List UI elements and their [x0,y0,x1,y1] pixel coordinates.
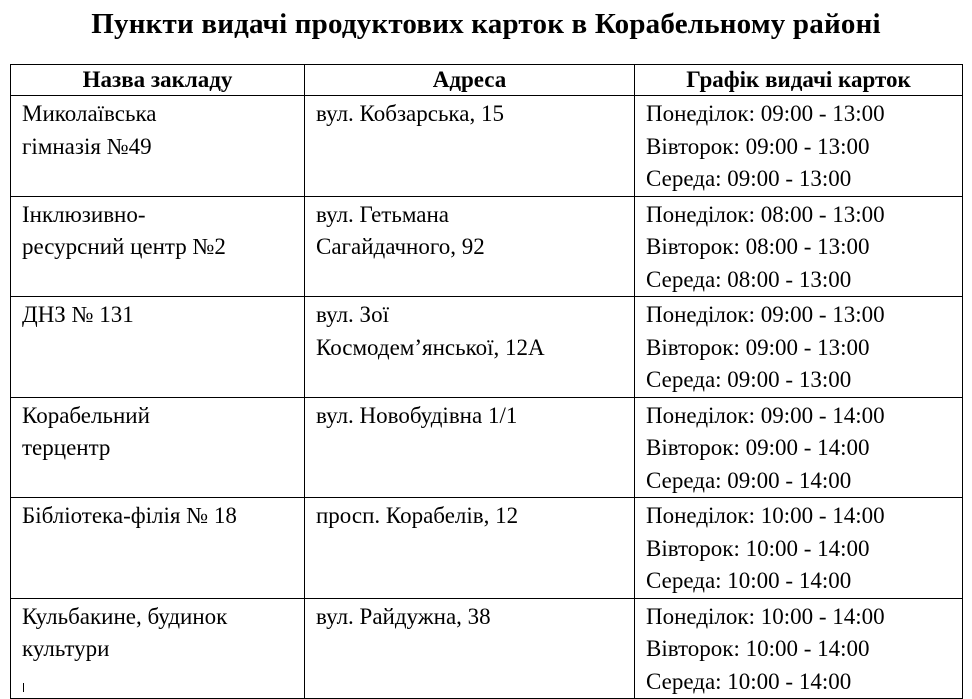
schedule-line: Понеділок: 10:00 - 14:00 [646,603,885,629]
schedule-line: Понеділок: 08:00 - 13:00 [646,201,885,227]
cell-name [11,297,305,398]
cell-address [305,397,635,498]
name-line: Миколаївська [22,101,157,126]
distribution-points-table [10,64,963,699]
address-line: вул. Новобудівна 1/1 [316,402,518,428]
schedule-line: Понеділок: 10:00 - 14:00 [646,503,885,528]
schedule-line: Вівторок: 09:00 - 14:00 [646,435,870,460]
address-line: Космодем’янської, 12А [316,334,545,360]
address-line: вул. Зої [316,302,389,327]
schedule-line: Середа: 09:00 - 14:00 [646,467,852,493]
schedule-line: Середа: 08:00 - 13:00 [646,266,852,292]
cell-name [11,196,305,297]
address-line: вул. Кобзарська, 15 [316,101,504,126]
name-line: культури [22,636,110,661]
address-line: просп. Корабелів, 12 [316,503,519,528]
schedule-line: Понеділок: 09:00 - 13:00 [646,101,885,126]
cell-address [305,498,635,599]
text-cursor-mark [23,683,24,692]
page-title: Пункти видачі продуктових карток в Корабельному районі [91,8,881,40]
table-row [11,498,963,599]
schedule-line: Понеділок: 09:00 - 14:00 [646,402,885,428]
schedule-line: Середа: 10:00 - 14:00 [646,668,852,694]
name-line: терцентр [22,435,111,460]
table-row [11,196,963,297]
cell-address [305,96,635,197]
cell-schedule [635,498,963,599]
address-line: вул. Райдужна, 38 [316,603,491,629]
header-schedule: Графік видачі карток [635,65,963,96]
address-line: вул. Гетьмана [316,201,449,227]
address-line: Сагайдачного, 92 [316,234,485,259]
name-line: Бібліотека-філія № 18 [22,503,237,528]
name-line: ресурсний центр №2 [22,234,226,259]
table-row [11,397,963,498]
name-line: Інклюзивно- [22,201,146,227]
cell-name [11,498,305,599]
cell-schedule [635,598,963,699]
schedule-line: Середа: 10:00 - 14:00 [646,568,852,593]
schedule-line: Вівторок: 10:00 - 14:00 [646,636,870,661]
schedule-line: Вівторок: 10:00 - 14:00 [646,535,870,561]
cell-schedule [635,196,963,297]
header-name: Назва закладу [11,65,305,96]
cell-address [305,196,635,297]
schedule-line: Середа: 09:00 - 13:00 [646,166,852,191]
schedule-line: Понеділок: 09:00 - 13:00 [646,302,885,327]
cell-schedule [635,397,963,498]
cell-name [11,96,305,197]
schedule-line: Вівторок: 08:00 - 13:00 [646,234,870,259]
cell-name [11,397,305,498]
name-line: Кульбакине, будинок [22,603,228,629]
cell-schedule [635,297,963,398]
name-line: Корабельний [22,402,150,428]
cell-schedule [635,96,963,197]
table-row [11,598,963,699]
name-line: ДНЗ № 131 [22,302,134,327]
table-header-row [11,65,963,96]
table-row [11,96,963,197]
header-address: Адреса [305,65,635,96]
cell-address [305,598,635,699]
cell-address [305,297,635,398]
schedule-line: Вівторок: 09:00 - 13:00 [646,334,870,360]
table-row [11,297,963,398]
schedule-line: Вівторок: 09:00 - 13:00 [646,133,870,159]
name-line: гімназія №49 [22,133,152,159]
schedule-line: Середа: 09:00 - 13:00 [646,367,852,392]
cell-name [11,598,305,699]
